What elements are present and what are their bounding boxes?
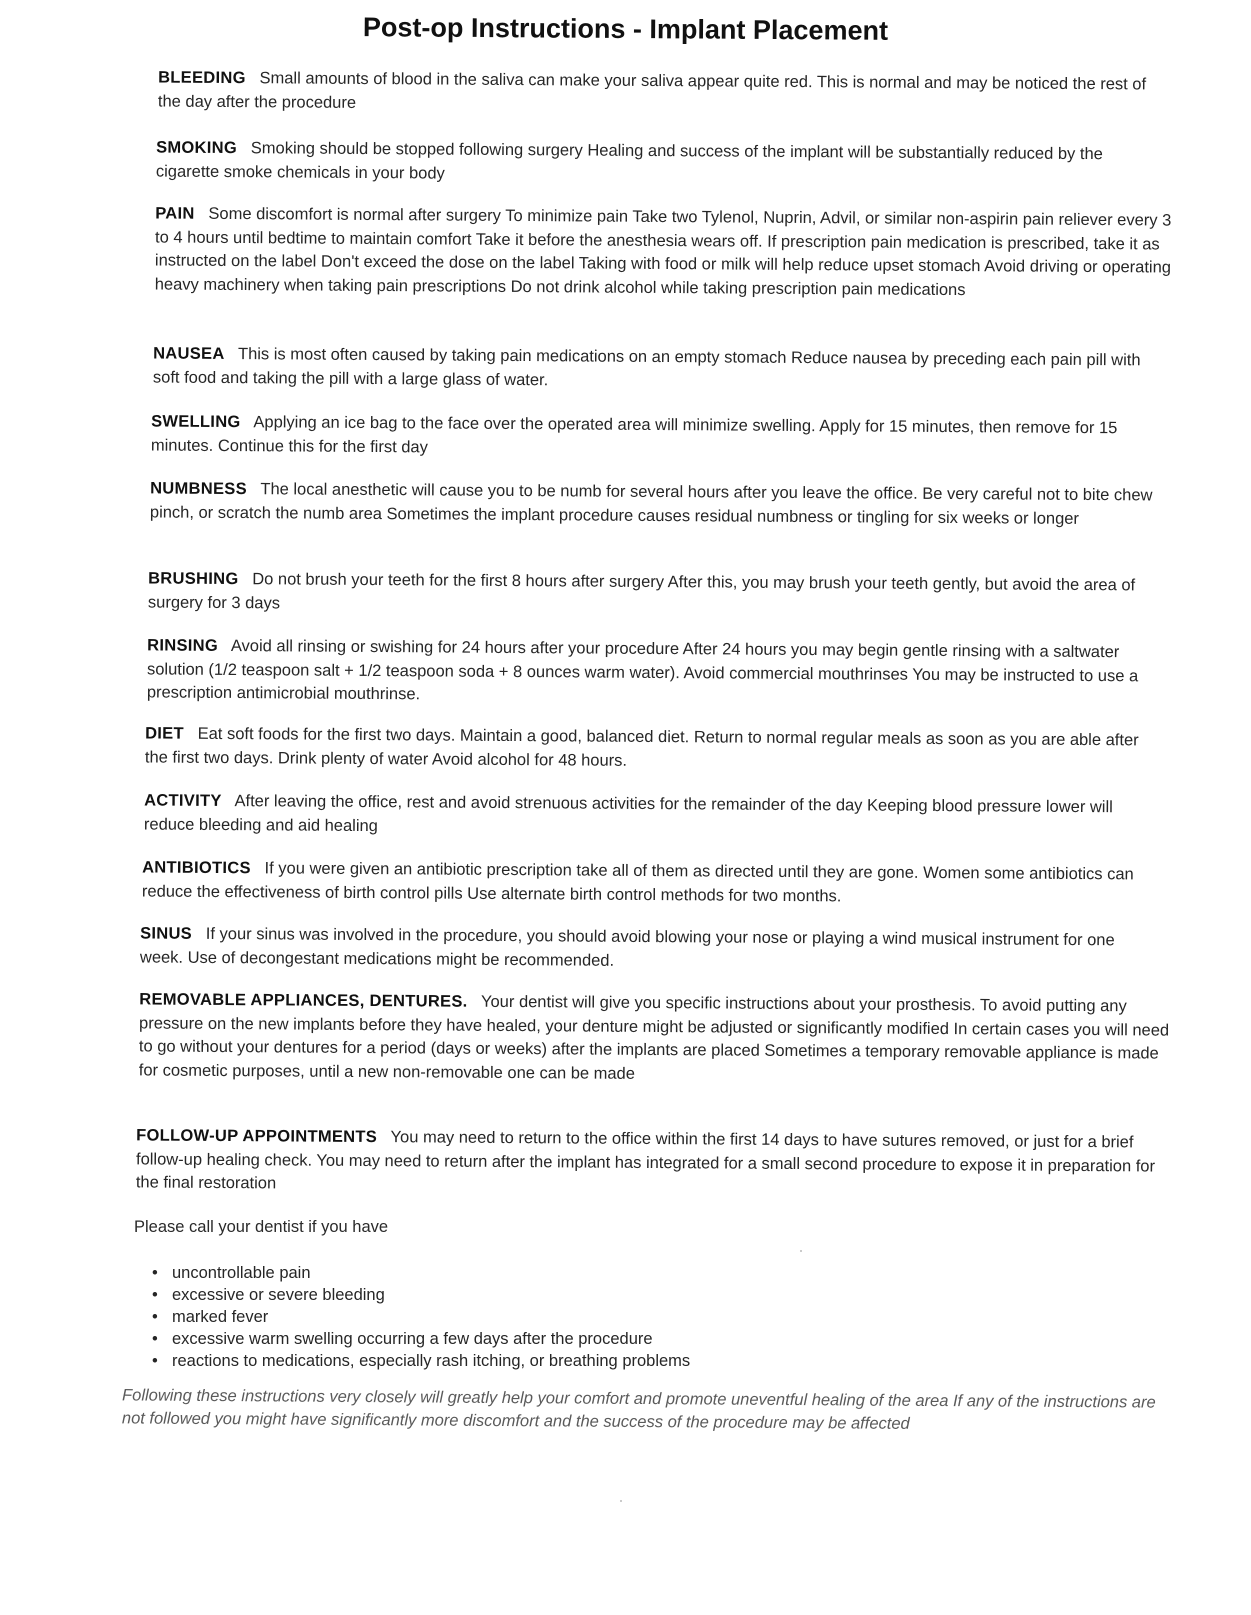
section-antibiotics <box>142 856 1152 910</box>
section-smoking <box>156 137 1146 191</box>
section-heading: REMOVABLE APPLIANCES, DENTURES. <box>139 990 468 1011</box>
section-heading: BRUSHING <box>148 569 239 589</box>
section-removable-appliances <box>139 988 1170 1089</box>
section-activity <box>144 789 1154 843</box>
section-body: You may need to return to the office within the first 14 days to have sutures removed, or just for a brief follow-up healing check. You may need to return after the implant has integrated for a small second procedure to expose it in preparation for the final restoration <box>135 1128 1156 1193</box>
section-follow-up <box>136 1124 1166 1202</box>
section-heading: PAIN <box>155 204 195 223</box>
section-heading: RINSING <box>147 636 219 655</box>
list-item: • marked fever <box>152 1308 269 1326</box>
section-body: Smoking should be stopped following surgery Healing and success of the implant will be substantially reduced by the cigarette smoke chemicals in your body <box>155 139 1103 183</box>
section-body: Your dentist will give you specific instructions about your prosthesis. To avoid putting any pressure on the new implants before they have healed, your denture might be adjusted or significantly modified In certain cases you will need to go without your dentures for a period (days or weeks) after the implants are placed Sometimes a temporary removable appliance is made for cosmetic purposes, until a new non-removable one can be made <box>138 992 1170 1083</box>
section-body: If you were given an antibiotic prescription take all of them as directed until they are gone. Women some antibiotics can reduce the effectiveness of birth control pills Use alternate birth control methods for two months. <box>141 859 1134 905</box>
section-heading: ANTIBIOTICS <box>142 858 251 878</box>
section-body: Applying an ice bag to the face over the operated area will minimize swelling. Apply for 15 minutes, then remove for 15 minutes. Continue this for the first day <box>150 413 1118 456</box>
list-item: • excessive or severe bleeding <box>152 1286 385 1304</box>
call-list <box>152 1262 852 1372</box>
scan-speck <box>800 1250 802 1252</box>
page-title: Post-op Instructions - Implant Placement <box>362 12 889 46</box>
section-heading: BLEEDING <box>158 68 246 88</box>
section-pain <box>155 202 1176 303</box>
section-swelling <box>151 410 1161 464</box>
scan-speck <box>620 1500 622 1502</box>
section-heading: SWELLING <box>151 412 241 432</box>
section-body: Eat soft foods for the first two days. Maintain a good, balanced diet. Return to normal regular meals as soon as you are able after the first two days. Drink plenty of water Avoid alcohol for 48 hours. <box>144 724 1139 770</box>
section-rinsing <box>147 634 1177 712</box>
section-body: The local anesthetic will cause you to be numb for several hours after you leave the office. Be very careful not to bite chew pinch, or scratch the numb area Sometimes the implant procedure causes residual numbness or tingling for six weeks or longer <box>149 480 1153 528</box>
section-body: If your sinus was involved in the procedure, you should avoid blowing your nose or playing a wind musical instrument for one week. Use of decongestant medications might be recommended. <box>139 924 1115 970</box>
section-sinus <box>140 922 1150 976</box>
section-body: This is most often caused by taking pain medications on an empty stomach Reduce nausea by preceding each pain pill with soft food and taking the pill with a large glass of water. <box>152 345 1141 389</box>
section-body: Do not brush your teeth for the first 8 hours after surgery After this, you may brush your teeth gently, but avoid the area of surgery for 3 days <box>147 570 1136 612</box>
section-body: Small amounts of blood in the saliva can make your saliva appear quite red. This is normal and may be noticed the rest of the day after the procedure <box>157 69 1147 112</box>
section-body: Some discomfort is normal after surgery To minimize pain Take two Tylenol, Nuprin, Advil, or similar non-aspirin pain reliever every 3 to 4 hours until bedtime to maintain comfort Take it before the anesthesia wears off. If prescription pain medication is prescribed, take it as instructed on the label Don't exceed the dose on the label Taking with food or milk will help reduce upset stomach Avoid driving or operating heavy machinery when taking pain prescriptions Do not drink alcohol while taking prescription pain medications <box>154 204 1172 299</box>
section-heading: DIET <box>145 724 184 743</box>
section-body: Avoid all rinsing or swishing for 24 hours after your procedure After 24 hours you may begin gentle rinsing with a saltwater solution (1/2 teaspoon salt + 1/2 teaspoon soda + 8 ounces warm water). Avoid commercial mouthrinses You may be instructed to use a prescription antimicrobial mouthrinse. <box>146 636 1139 704</box>
section-heading: FOLLOW-UP APPOINTMENTS <box>136 1126 378 1147</box>
section-heading: ACTIVITY <box>144 791 222 811</box>
section-diet <box>145 722 1165 776</box>
section-nausea <box>153 342 1163 396</box>
list-item: • uncontrollable pain <box>152 1264 311 1282</box>
closing-note: Following these instructions very closely will greatly help your comfort and promote uneventful healing of the area If any of the instructions are not followed you might have significantly more discomfort and the success of the procedure may be affected <box>121 1386 1156 1433</box>
section-heading: NAUSEA <box>153 344 225 363</box>
section-numbness <box>150 477 1175 531</box>
call-intro: Please call your dentist if you have <box>134 1218 389 1236</box>
section-heading: NUMBNESS <box>150 479 247 499</box>
list-item: • excessive warm swelling occurring a few days after the procedure <box>152 1330 653 1348</box>
section-heading: SMOKING <box>156 138 238 158</box>
list-item: • reactions to medications, especially rash itching, or breathing problems <box>152 1352 691 1370</box>
section-brushing <box>148 567 1158 621</box>
section-heading: SINUS <box>140 924 193 943</box>
section-body: After leaving the office, rest and avoid strenuous activities for the remainder of the day Keeping blood pressure lower will reduce bleeding and aid healing <box>143 792 1113 835</box>
section-bleeding <box>158 67 1153 121</box>
